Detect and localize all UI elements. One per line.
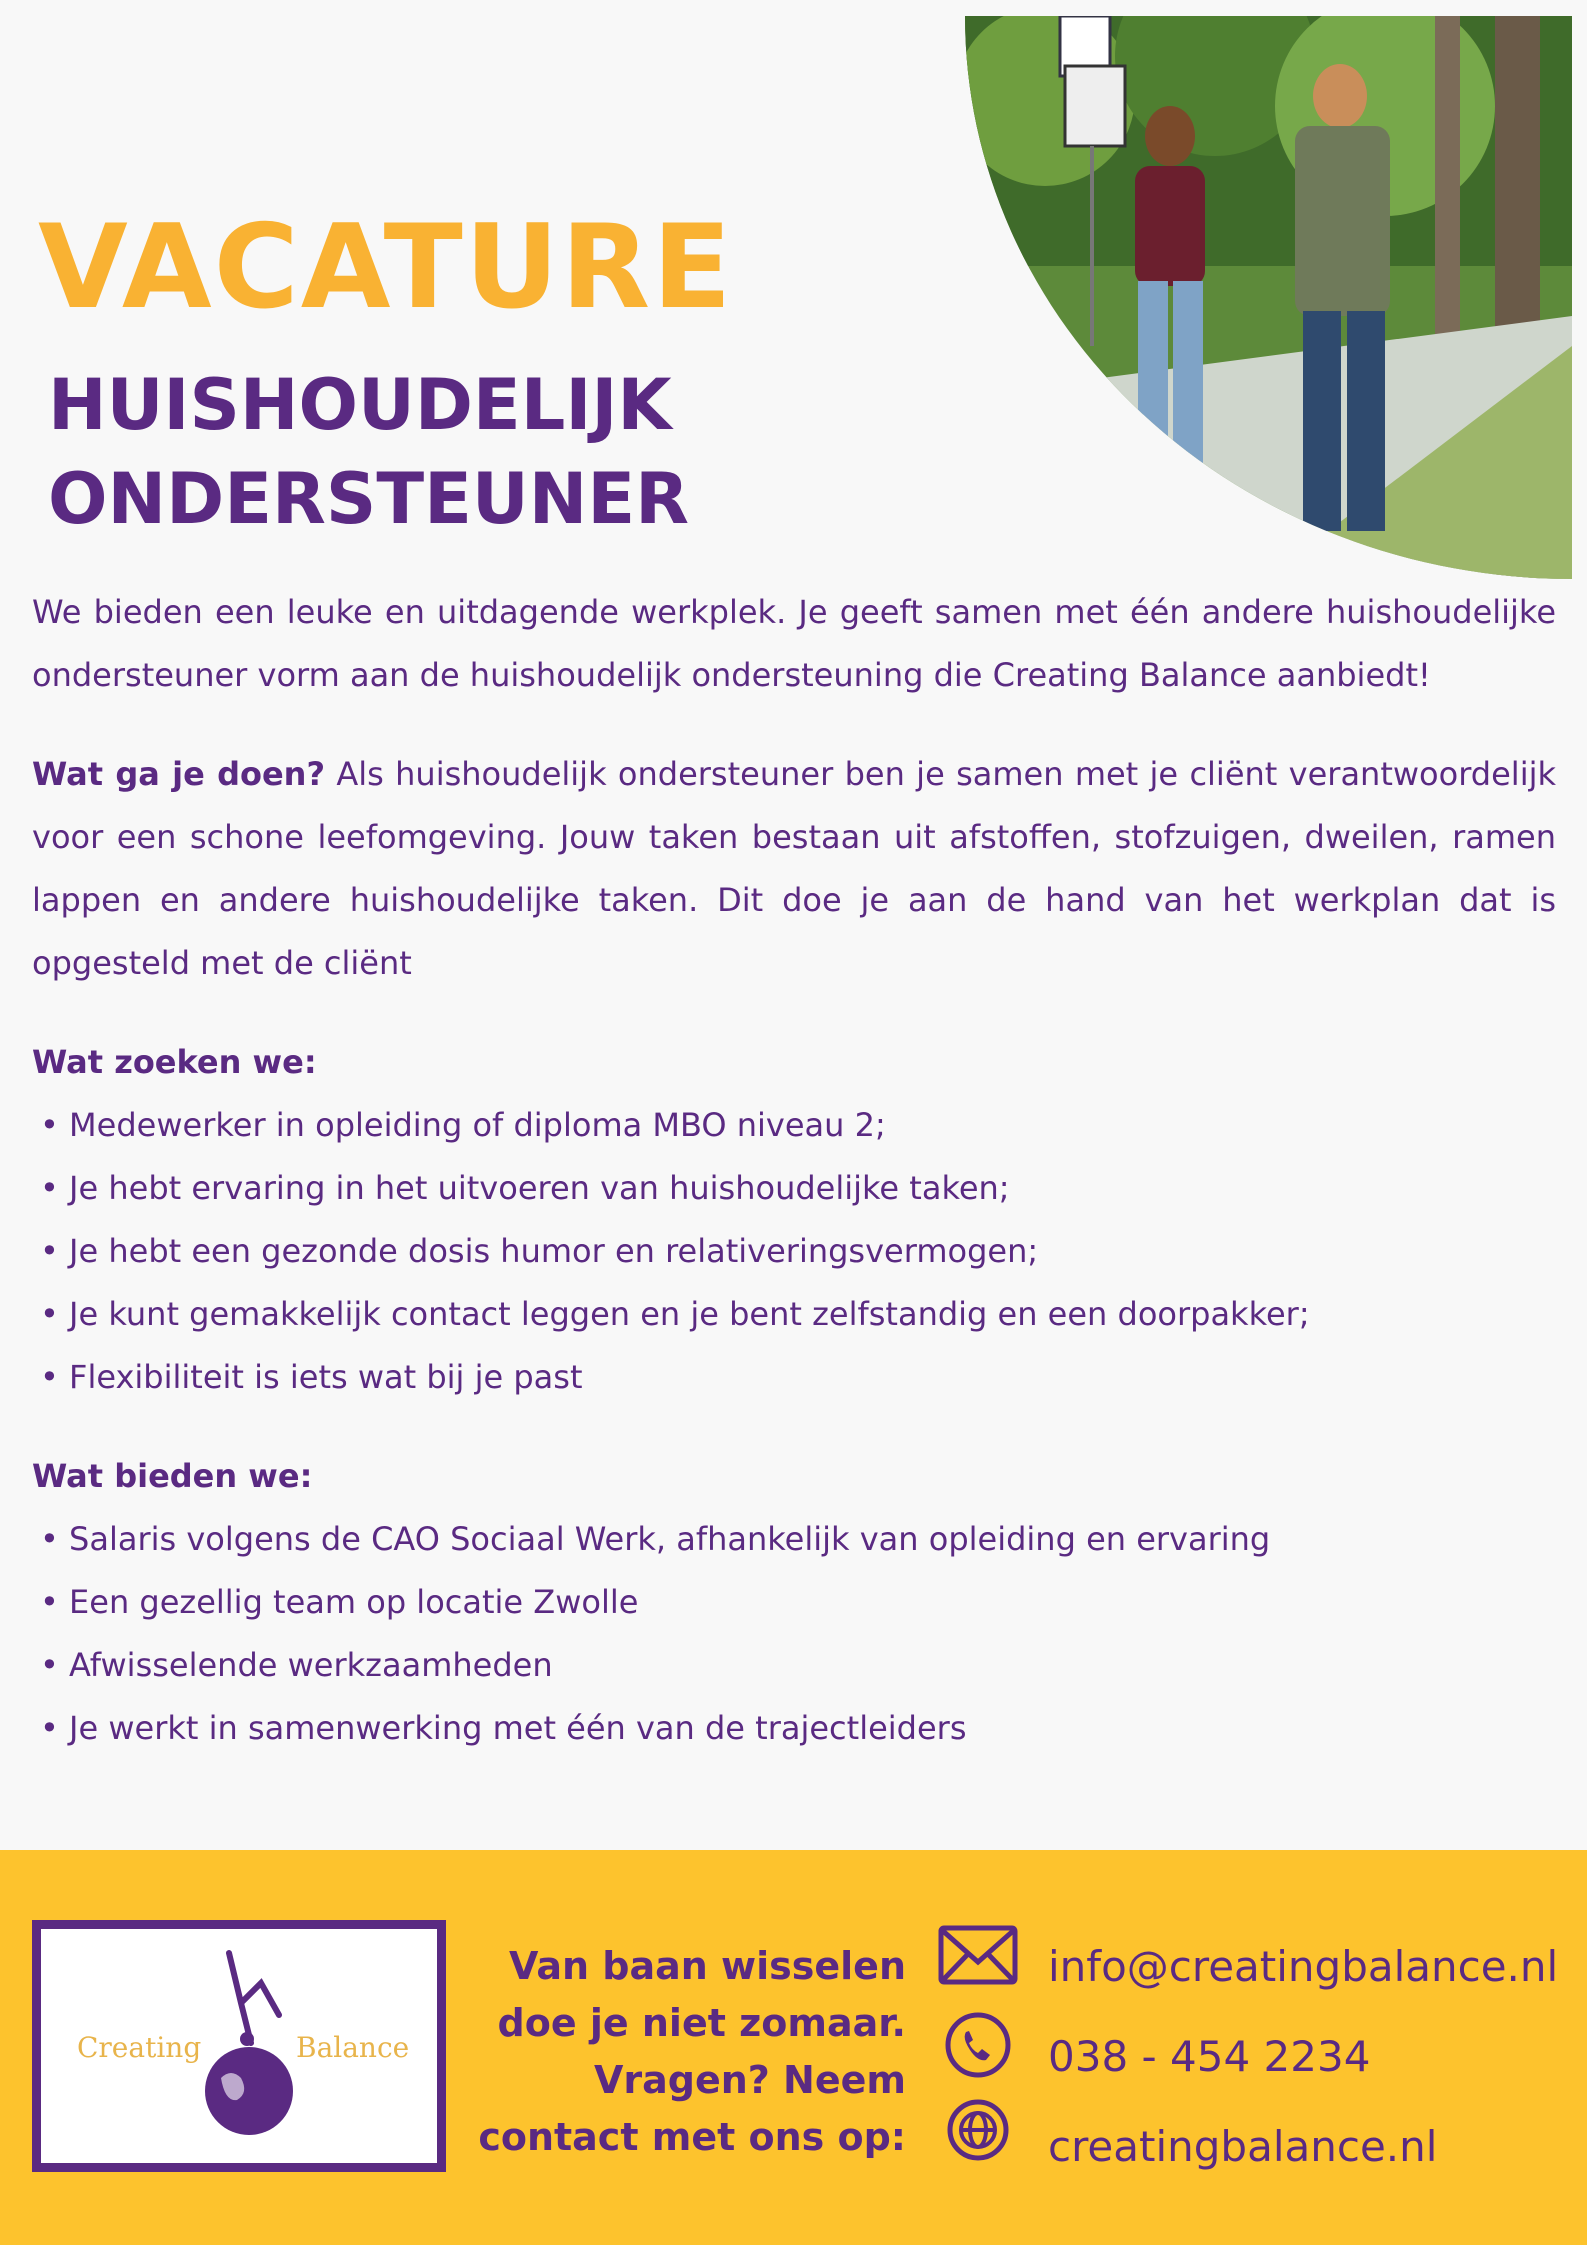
vacancy-body [32,581,1556,1760]
footer [0,1850,1587,2245]
cta-line: contact met ons op: [478,2115,906,2159]
list-item: • Afwisselende werkzaamheden [40,1646,553,1684]
job-title-line1: HUISHOUDELIJK [48,364,672,446]
page-title: VACATURE [38,200,734,335]
list-item: • Een gezellig team op locatie Zwolle [40,1583,639,1621]
list-item: • Salaris volgens de CAO Sociaal Werk, afhankelijk van opleiding en ervaring [40,1520,1271,1558]
intro-paragraph: We bieden een leuke en uitdagende werkplek. Je geeft samen met één andere huishoudelijke ondersteuner vorm aan de huishoudelijk ondersteuning die Creating Balance aanbiedt! [32,593,1556,694]
logo-word-creating: Creating [77,2031,202,2064]
email-link[interactable]: info@creatingbalance.nl [1048,1942,1559,1991]
offer-list [32,1508,1556,1760]
requirements-list [32,1094,1556,1409]
list-item: • Je hebt ervaring in het uitvoeren van huishoudelijke taken; [40,1169,1010,1207]
logo [32,1920,446,2172]
tasks-text: Als huishoudelijk ondersteuner ben je samen met je cliënt verantwoordelijk voor een schone leefomgeving. Jouw taken bestaan uit afstoffen, stofzuigen, dweilen, ramen lappen en andere huishoudelijke taken. Dit doe je aan de hand van het werkplan dat is opgesteld met de cliënt [32,755,1557,982]
logo-figure-icon [181,1943,301,2143]
header-photo [965,16,1572,579]
list-item: • Je kunt gemakkelijk contact leggen en je bent zelfstandig en een doorpakker; [40,1295,1310,1333]
job-title [48,358,689,546]
list-item: • Je werkt in samenwerking met één van de trajectleiders [40,1709,967,1747]
phone-icon [938,2010,1018,2080]
tasks-paragraph [32,743,1556,995]
list-item: • Je hebt een gezonde dosis humor en relativeringsvermogen; [40,1232,1039,1270]
call-to-action [440,1938,906,2166]
list-item: • Flexibiliteit is iets wat bij je past [40,1358,583,1396]
job-title-line2: ONDERSTEUNER [48,458,690,540]
cta-line: Van baan wisselen [508,1944,906,1988]
list-item: • Medewerker in opleiding of diploma MBO niveau 2; [40,1106,886,1144]
logo-word-balance: Balance [296,2031,410,2064]
offer-section [32,1445,1556,1760]
cta-line: Vragen? Neem [593,2058,906,2102]
phone-number[interactable]: 038 - 454 2234 [1048,2032,1371,2081]
requirements-section [32,1031,1556,1409]
website-link[interactable]: creatingbalance.nl [1048,2122,1438,2171]
cta-line: doe je niet zomaar. [497,2001,906,2045]
offer-label: Wat bieden we: [32,1457,313,1495]
requirements-label: Wat zoeken we: [32,1043,317,1081]
tasks-label: Wat ga je doen? [32,755,326,793]
globe-icon [938,2095,1018,2165]
mail-icon [938,1922,1018,1992]
